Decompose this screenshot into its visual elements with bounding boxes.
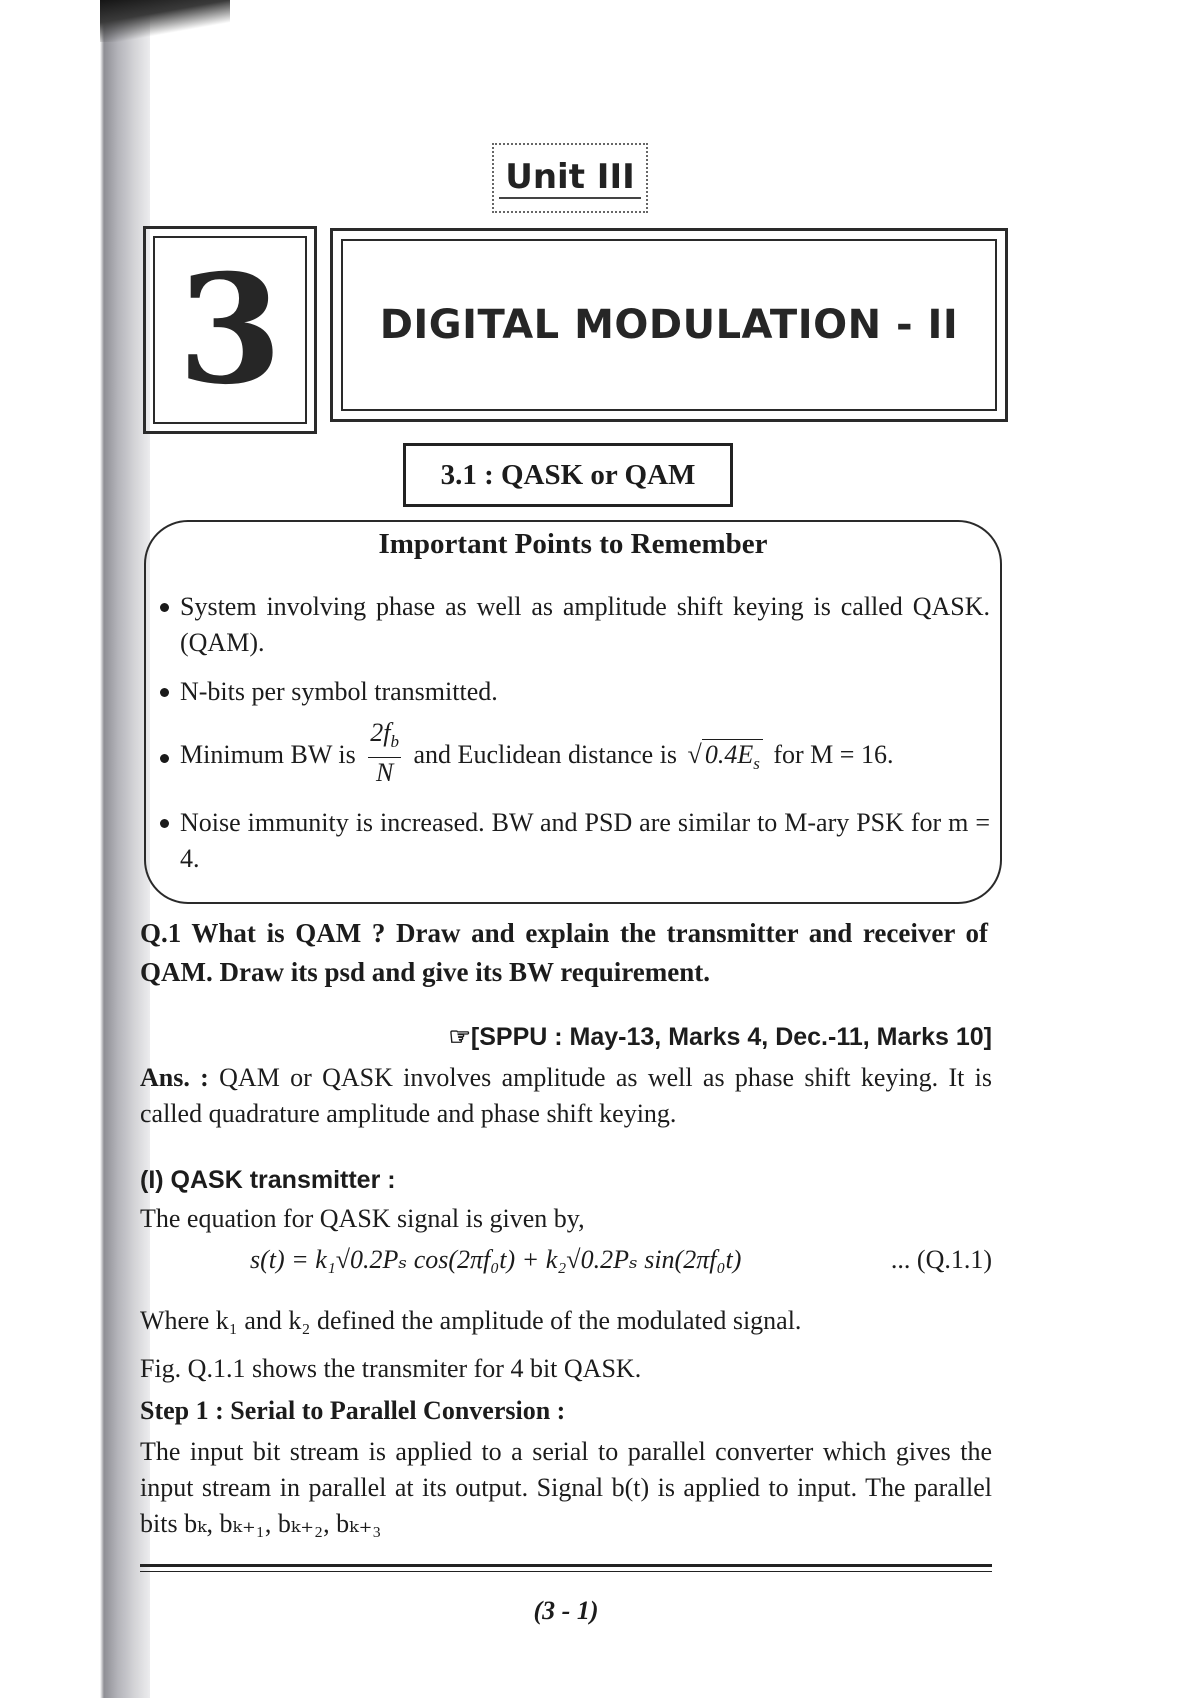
exam-source: ☞[SPPU : May-13, Marks 4, Dec.-11, Marks 10] [448,1023,992,1051]
answer-text: QAM or QASK involves amplitude as well as phase shift keying. It is called quadrature amplitude and phase shift keying. [140,1063,993,1128]
chapter-number: 3 [177,242,283,418]
bullet-text: System involving phase as well as amplitude shift keying is called QASK. (QAM). [180,592,990,657]
bullet-text: N-bits per symbol transmitted. [180,677,498,706]
footer-rule-thin [140,1571,992,1572]
chapter-title: DIGITAL MODULATION - II [379,302,959,348]
section-title: 3.1 : QASK or QAM [440,458,696,491]
bw-fraction [368,718,401,788]
section-title-box [403,443,733,507]
bullet-text [180,718,990,792]
question-text: Q.1 What is QAM ? Draw and explain the transmitter and receiver of QAM. Draw its psd and give its BW requirement. [140,918,988,987]
unit-label-box [492,143,648,213]
where-text: Where k₁ and k₂ defined the amplitude of the modulated signal. [140,1306,802,1335]
bullet-dot [160,819,169,828]
bullet-dot [160,688,169,697]
page-number: (3 - 1) [533,1596,599,1625]
step-heading: Step 1 : Serial to Parallel Conversion : [140,1396,566,1425]
bullet-item [160,589,990,661]
footer-rule [140,1564,992,1567]
bullet-text: Noise immunity is increased. BW and PSD are similar to M-ary PSK for m = 4. [180,808,990,873]
bullet-item [160,805,990,877]
chapter-number-box [143,226,317,434]
bullet-item [160,674,990,710]
equation-intro: The equation for QASK signal is given by, [140,1204,585,1233]
sqrt-expression: √ $0.4E_s$ [688,737,763,782]
important-points-title: Important Points to Remember [378,528,768,560]
answer-paragraph [140,1060,992,1132]
step-text: The input bit stream is applied to a serial to parallel converter which gives the input stream in parallel at its output. Signal b(t) is applied to input. The parallel bits bₖ, bₖ₊₁, bₖ₊₂, bₖ₊₃ [140,1437,992,1538]
fraction-denominator: N [375,758,394,788]
fraction-numerator: $2f_b$ [368,718,401,758]
euclid-text: and Euclidean distance is [413,740,678,770]
equation-q-1-1 [250,1240,992,1280]
answer-label: Ans. : [140,1063,209,1092]
equation-tag: ... (Q.1.1) [890,1245,992,1274]
equation-expression: s(t) = k₁√0.2Pₛ cos(2πf₀t) + k₂√0.2Pₛ sin(2πf₀t) [250,1245,742,1274]
bw-prefix: Minimum BW is [180,740,356,770]
sub-heading: (I) QASK transmitter : [140,1166,396,1194]
bullet-dot [160,754,169,763]
bullet-dot [160,603,169,612]
bw-suffix: for M = 16. [773,740,894,770]
unit-label: Unit III [499,157,641,199]
bullet-item [160,718,990,792]
chapter-title-box [330,228,1008,422]
figure-reference-text: Fig. Q.1.1 shows the transmiter for 4 bit QASK. [140,1354,642,1383]
